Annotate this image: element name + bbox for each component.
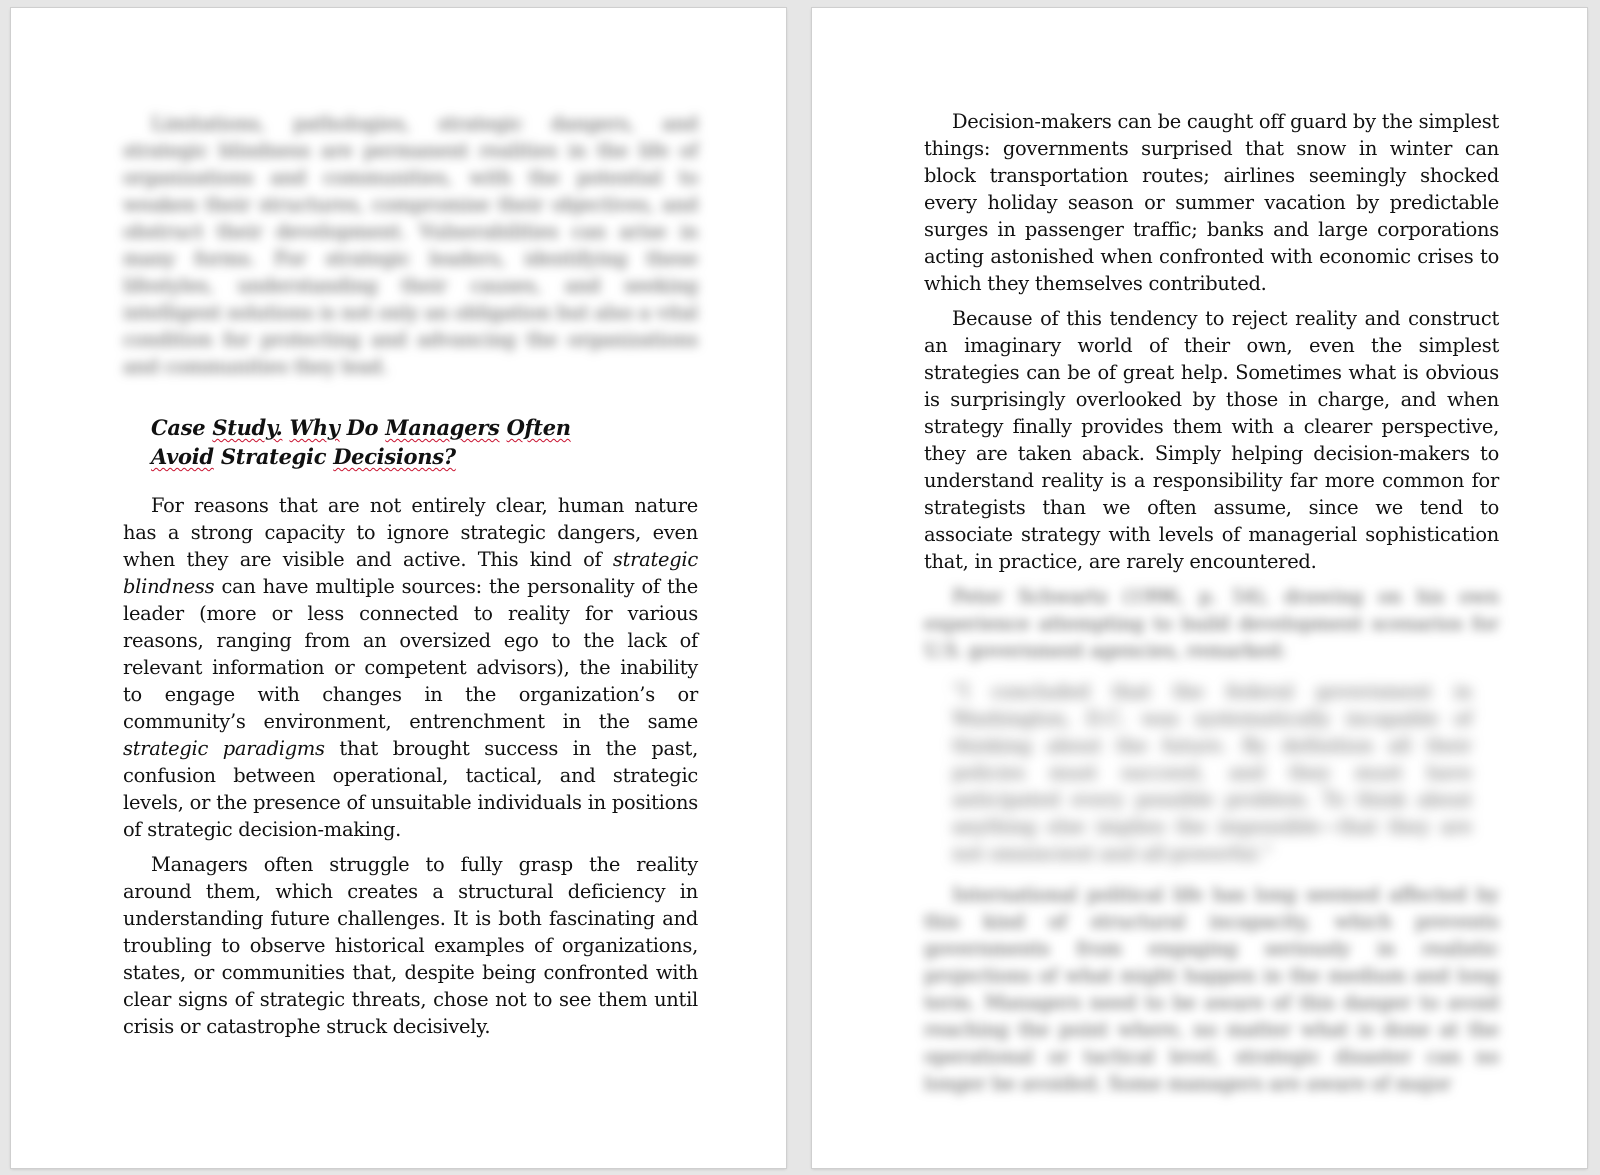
blurred-text: Limitations, pathologies, strategic dangers, and strategic blindness are permanent realities in the life of organizations and communities, with the potential to weaken their structures, compromise their objectives, and obstruct their development. Vulnerabilities can arise in many forms. For strategic leaders, identifying these lifestyles, understanding their causes, and seeking intelligent solutions is not only an obligation but also a vital condition for protecting and advancing the organizations and communities they lead. bbox=[123, 112, 698, 378]
spellcheck-word[interactable]: Managers bbox=[385, 415, 500, 440]
intro-paragraph-blurred bbox=[123, 110, 698, 388]
paragraph-international-blurred: International political life has long seemed affected by this kind of structural incapacity, which prevents governments from engaging seriously in realistic projections of what might happen in the medium and long term. Managers need to be aware of this danger to avoid reaching the point where, no matter what is done at the operational or tactical level, strategic disaster can no longer be avoided. Some managers are aware of major bbox=[924, 883, 1499, 1095]
case-study-body bbox=[123, 492, 698, 1048]
italic-term: strategic blindness bbox=[123, 548, 698, 598]
paragraph-schwartz-blurred: Peter Schwartz (1996, p. 54), drawing on his own experience attempting to build development scenarios for U.S. government agencies, remarked: bbox=[924, 585, 1499, 662]
spellcheck-word[interactable]: Decisions? bbox=[333, 444, 456, 469]
spellcheck-word[interactable]: Why bbox=[289, 415, 340, 440]
case-study-heading bbox=[151, 413, 711, 471]
heading-line-2: Avoid Strategic Decisions? bbox=[151, 444, 456, 469]
spellcheck-word[interactable]: Often bbox=[506, 415, 571, 440]
spellcheck-word[interactable]: Avoid bbox=[151, 444, 214, 469]
document-page-left bbox=[11, 8, 786, 1168]
spellcheck-word[interactable]: Study. bbox=[212, 415, 283, 440]
blockquote-blurred bbox=[952, 678, 1472, 867]
italic-term: strategic paradigms bbox=[123, 737, 325, 760]
paragraph-reject-reality: Because of this tendency to reject reality and construct an imaginary world of their own, even the simplest strategies can be of great help. Sometimes what is obvious is surprisingly overlooked by those in charge, and when strategy finally provides them with a clearer perspective, they are taken aback. Simply helping decision-makers to understand reality is a responsibility far more common for strategists than we often assume, since we tend to associate strategy with levels of managerial sophistication that, in practice, are rarely encountered. bbox=[924, 307, 1499, 573]
paragraph-decision-makers: Decision-makers can be caught off guard by the simplest things: governments surprised that snow in winter can block transportation routes; airlines seemingly shocked every holiday season or summer vacation by predictable surges in passenger traffic; banks and large corporations acting astonished when confronted with economic crises to which they themselves contributed. bbox=[924, 110, 1499, 295]
document-page-right bbox=[812, 8, 1587, 1168]
case-study-heading-block bbox=[123, 413, 698, 471]
blurred-quote-text: “I concluded that the federal government in Washington, D.C. was systematically incapable of thinking about the future. By definition all their policies must succeed, and they must have anticipated every possible problem. To think about anything else implies the impossible—that they are not omniscient and all-powerful.” bbox=[952, 680, 1472, 865]
paragraph-managers-struggle: Managers often struggle to fully grasp the reality around them, which creates a structural deficiency in understanding future challenges. It is both fascinating and troubling to observe historical examples of organizations, states, or communities that, despite being confronted with clear signs of strategic threats, chose not to see them until crisis or catastrophe struck decisively. bbox=[123, 853, 698, 1038]
heading-line-1: Case Study. Why Do Managers Often bbox=[151, 415, 571, 440]
right-page-body bbox=[924, 108, 1499, 1105]
paragraph-strategic-blindness: For reasons that are not entirely clear, human nature has a strong capacity to ignore strategic dangers, even when they are visible and active. This kind of strategic blindness can have multiple sources: the personality of the leader (more or less connected to reality for various reasons, ranging from an oversized ego to the lack of relevant information or competent advisors), the inability to engage with changes in the organization’s or community’s environment, entrenchment in the same strategic paradigms that brought success in the past, confusion between operational, tactical, and strategic levels, or the presence of unsuitable individuals in positions of strategic decision-making. bbox=[123, 494, 698, 841]
